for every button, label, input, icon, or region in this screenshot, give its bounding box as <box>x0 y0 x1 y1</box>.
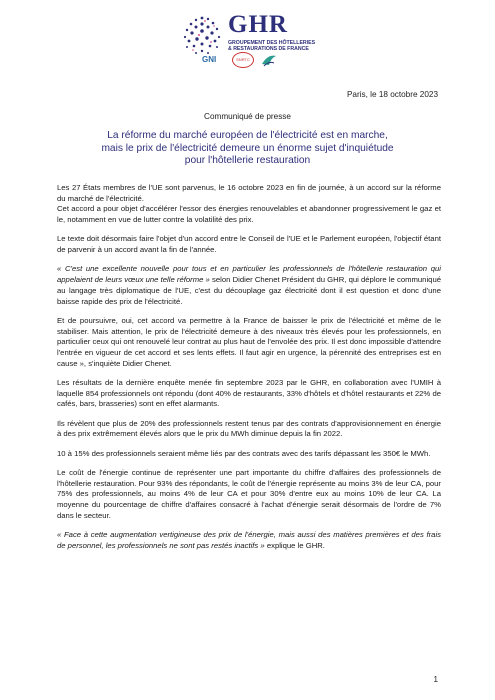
paragraph-5: Et de poursuivre, oui, cet accord va permettre à la France de baisser le prix de l'électricité et même de le stabiliser. Mais attention, le prix de l'électricité demeure à des niveaux très élevés pour les professionnels, en particulier ceux qui ont renouvelé leur contrat au plus haut de l'envolée des prix. Il est donc impossible d'attendre l'entrée en vigueur de cet accord et ses lents effets. Il faut agir en urgence, la pérennité des entreprises est en cause », s'inquiète Didier Chenet. <box>57 315 441 368</box>
logo-brand: GHR <box>228 11 288 38</box>
press-release-body <box>57 183 441 560</box>
paragraph-8: Le coût de l'énergie continue de représenter une part importante du chiffre d'affaires des professionnels de l'hôtellerie restauration. Pour 93% des répondants, le coût de l'énergie représente au moins 3% de leur CA, pour 75% des professionnels, au moins 4% de leur CA et pour 30% d'entre eux au moins 10% de leur CA. La moyenne du pourcentage de chiffre d'affaires consacré à l'achat d'énergie serait désormais de l'ordre de 7% dans le secteur. <box>57 467 441 520</box>
partner-logos <box>202 52 312 70</box>
paragraph-7b: 10 à 15% des professionnels seraient même liés par des contrats avec des tarifs dépassant les 350€ le MWh. <box>57 448 431 458</box>
paragraph-4-rest: selon Didier Chenet Président du GHR, qui déplore le communiqué au langage très diplomatique de l'UE, c'est du découplage gaz électricité dont il est question et donc d'une baisse rapide des prix de l'électricité. <box>57 275 441 306</box>
partner-bird-icon <box>260 52 278 68</box>
paragraph-6: Les résultats de la dernière enquête menée fin septembre 2023 par le GHR, en collaboration avec l'UMIH à laquelle 854 professionnels ont répondu (dont 40% de restaurants, 33% d'hôtels et d'hôtel restaurants et 22% de cafés, bars, brasseries) sont en effet alarmants. <box>57 377 441 409</box>
paragraph-9-rest: explique le GHR. <box>264 540 325 550</box>
partner-gni-logo: GNI <box>202 55 217 64</box>
release-date: Paris, le 18 octobre 2023 <box>346 90 438 99</box>
paragraph-1: Les 27 États membres de l'UE sont parvenus, le 16 octobre 2023 en fin de journée, à un accord sur la réforme du marché de l'électricité. <box>57 183 441 203</box>
paragraph-4 <box>57 264 441 307</box>
title-line-3: pour l'hôtellerie restauration <box>184 155 311 166</box>
logo-subtitle: GROUPEMENT DES HÔTELLERIES & RESTAURATIONS DE FRANCE <box>228 40 316 52</box>
partner-snrtc-logo: SNRTC <box>232 52 254 68</box>
press-release-title <box>60 130 435 168</box>
paragraph-2: Cet accord a pour objet d'accélérer l'essor des énergies renouvelables et abandonner progressivement le gaz et le, notamment en vue de lutter contre la volatilité des prix. <box>57 204 441 225</box>
paragraph-3: Le texte doit désormais faire l'objet d'un accord entre le Conseil de l'UE et le Parlement européen, l'objectif étant de parvenir à un accord avant la fin de l'année. <box>57 234 441 255</box>
page-number: 1 <box>433 675 438 684</box>
title-line-1: La réforme du marché européen de l'électricité est en marche, <box>107 130 388 141</box>
title-line-2: mais le prix de l'électricité demeure un énorme sujet d'inquiétude <box>101 142 394 154</box>
quote-chenet: « C'est une excellente nouvelle pour tous et en particulier les professionnels de l'hôtellerie restauration qui appelaient de leurs vœux une telle réforme » <box>57 264 441 285</box>
paragraph-7a: Ils révèlent que plus de 20% des professionnels restent tenus par des contrats d'approvisionnement en énergie à des prix extrêmement élevés alors que le prix du MWh diminue depuis la fin 2022. <box>57 418 441 439</box>
quote-ghr: « Face à cette augmentation vertigineuse des prix de l'énergie, mais aussi des matières premières et des frais de personnel, les professionnels ne sont pas restés inactifs » <box>57 530 441 550</box>
document-type-label: Communiqué de presse <box>204 112 291 121</box>
paragraph-9 <box>57 530 441 551</box>
